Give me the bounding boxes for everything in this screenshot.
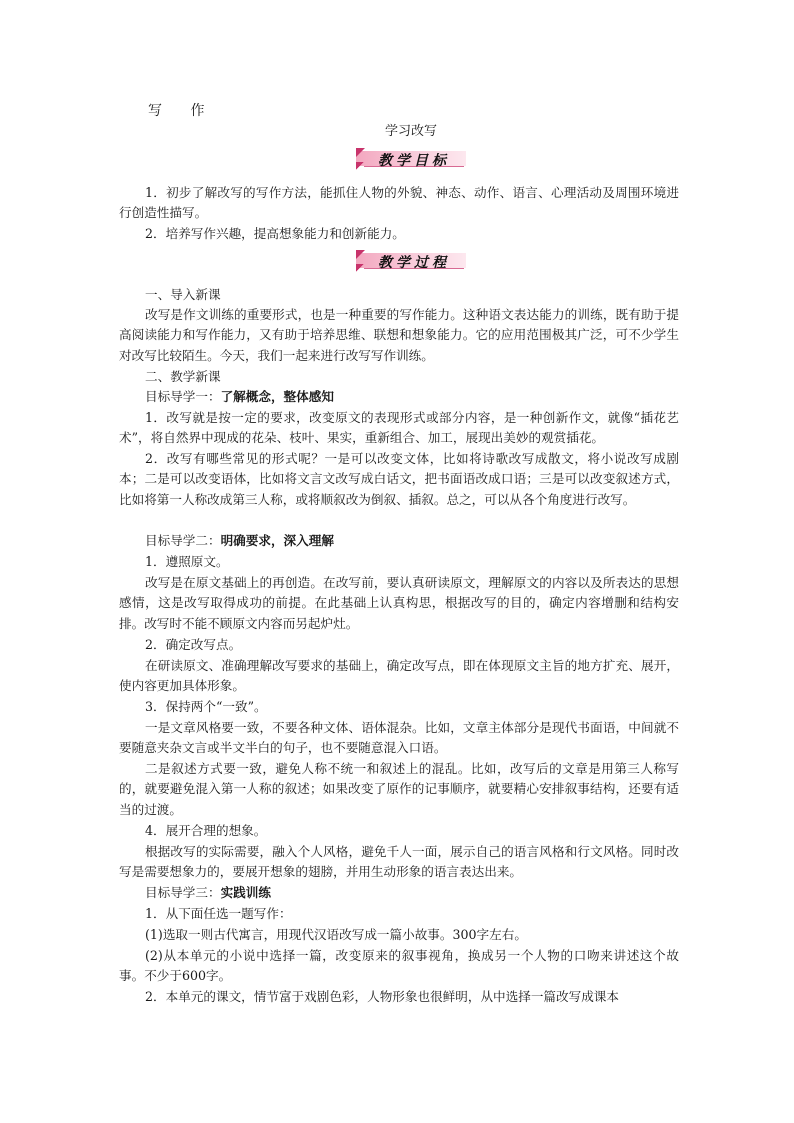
intro-paragraph: 改写是作文训练的重要形式，也是一种重要的写作能力。这种语文表达能力的训练，既有助于提高阅读能力和写作能力，又有助于培养思维、联想和想象能力。它的应用范围极其广泛，可不少学生对改写比较陌生。今天，我们一起来进行改写写作训练。	[119, 307, 679, 363]
teaching-goals-banner	[356, 148, 466, 170]
goal2-item-4: 4．展开合理的想象。	[145, 823, 267, 838]
goal3-title: 实践训练	[220, 885, 271, 900]
goal2-label: 目标导学二：	[145, 533, 221, 548]
goal2-title: 明确要求，深入理解	[220, 533, 334, 548]
banner-corner-icon	[356, 264, 364, 272]
goal2-heading	[119, 531, 679, 551]
goal2-item-2: 2．确定改写点。	[145, 637, 242, 652]
goal1-label: 目标导学一：	[145, 389, 221, 404]
banner-corner-icon	[356, 148, 365, 157]
goal2-item-3: 3．保持两个“一致”。	[145, 699, 267, 714]
goal3-option-2: (2)从本单元的小说中选择一篇，改变原来的叙事视角，换成另一个人物的口吻来讲述这个故事。不少于600字。	[119, 948, 679, 984]
goal1-heading	[119, 387, 679, 407]
page-title: 学习改写	[384, 124, 437, 139]
goal3-option-1: (1)选取一则古代寓言，用现代汉语改写成一篇小故事。300字左右。	[145, 927, 527, 942]
goal2-paragraph-5: 根据改写的实际需要，融入个人风格，避免千人一面，展示自己的语言风格和行文风格。同时改写是需要想象力的，要展开想象的翅膀，并用生动形象的语言表达出来。	[119, 844, 679, 880]
banner-label: 教学过程	[378, 255, 450, 271]
goal1-paragraph-1: 1．改写就是按一定的要求，改变原文的表现形式或部分内容，是一种创新作文，就像“插花艺术”，将自然界中现成的花朵、枝叶、果实，重新组合、加工，展现出美妙的观赏插花。	[119, 410, 679, 446]
goal3-item-2: 2．本单元的课文，情节富于戏剧色彩，人物形象也很鲜明，从中选择一篇改写成课本	[145, 989, 619, 1004]
goal2-paragraph-1: 改写是在原文基础上的再创造。在改写前，要认真研读原文，理解原文的内容以及所表达的思想感情，这是改写取得成功的前提。在此基础上认真构思，根据改写的目的，确定内容增删和结构安排。改写时不能不顾原文内容而另起炉灶。	[119, 575, 679, 631]
goal2-item-1: 1．遵照原文。	[145, 554, 229, 569]
goal3-heading	[119, 883, 679, 903]
goal-item-1: 1．初步了解改写的写作方法，能抓住人物的外貌、神态、动作、语言、心理活动及周围环境进行创造性描写。	[119, 185, 679, 221]
banner-corner-icon	[356, 162, 364, 170]
goal-item-2: 2．培养写作兴趣，提高想象能力和创新能力。	[145, 226, 405, 241]
new-lesson-heading: 二、教学新课	[145, 369, 221, 384]
banner-label: 教学目标	[378, 153, 450, 169]
goal2-paragraph-2: 在研读原文、准确理解改写要求的基础上，确定改写点，即在体现原文主旨的地方扩充、展开，使内容更加具体形象。	[119, 658, 679, 694]
goal2-paragraph-3: 一是文章风格要一致，不要各种文体、语体混杂。比如，文章主体部分是现代书面语，中间就不要随意夹杂文言或半文半白的句子，也不要随意混入口语。	[119, 720, 679, 756]
intro-heading: 一、导入新课	[145, 287, 221, 302]
section-header: 写 作	[148, 103, 217, 119]
goal3-label: 目标导学三：	[145, 885, 221, 900]
banner-corner-icon	[356, 250, 365, 259]
goal1-paragraph-2: 2．改写有哪些常见的形式呢？一是可以改变文体，比如将诗歌改写成散文，将小说改写成剧本；二是可以改变语体，比如将文言文改写成白话文，把书面语改成口语；三是可以改变叙述方式，比如将第一人称改成第三人称，或将顺叙改为倒叙、插叙。总之，可以从各个角度进行改写。	[119, 451, 679, 507]
goal1-title: 了解概念，整体感知	[220, 389, 334, 404]
goal3-item-1: 1．从下面任选一题写作：	[145, 906, 292, 921]
teaching-process-banner	[356, 250, 466, 272]
goal2-paragraph-4: 二是叙述方式要一致，避免人称不统一和叙述上的混乱。比如，改写后的文章是用第三人称写的，就要避免混入第一人称的叙述；如果改变了原作的记事顺序，就要精心安排叙事结构，还要有适当的过渡。	[119, 761, 679, 817]
